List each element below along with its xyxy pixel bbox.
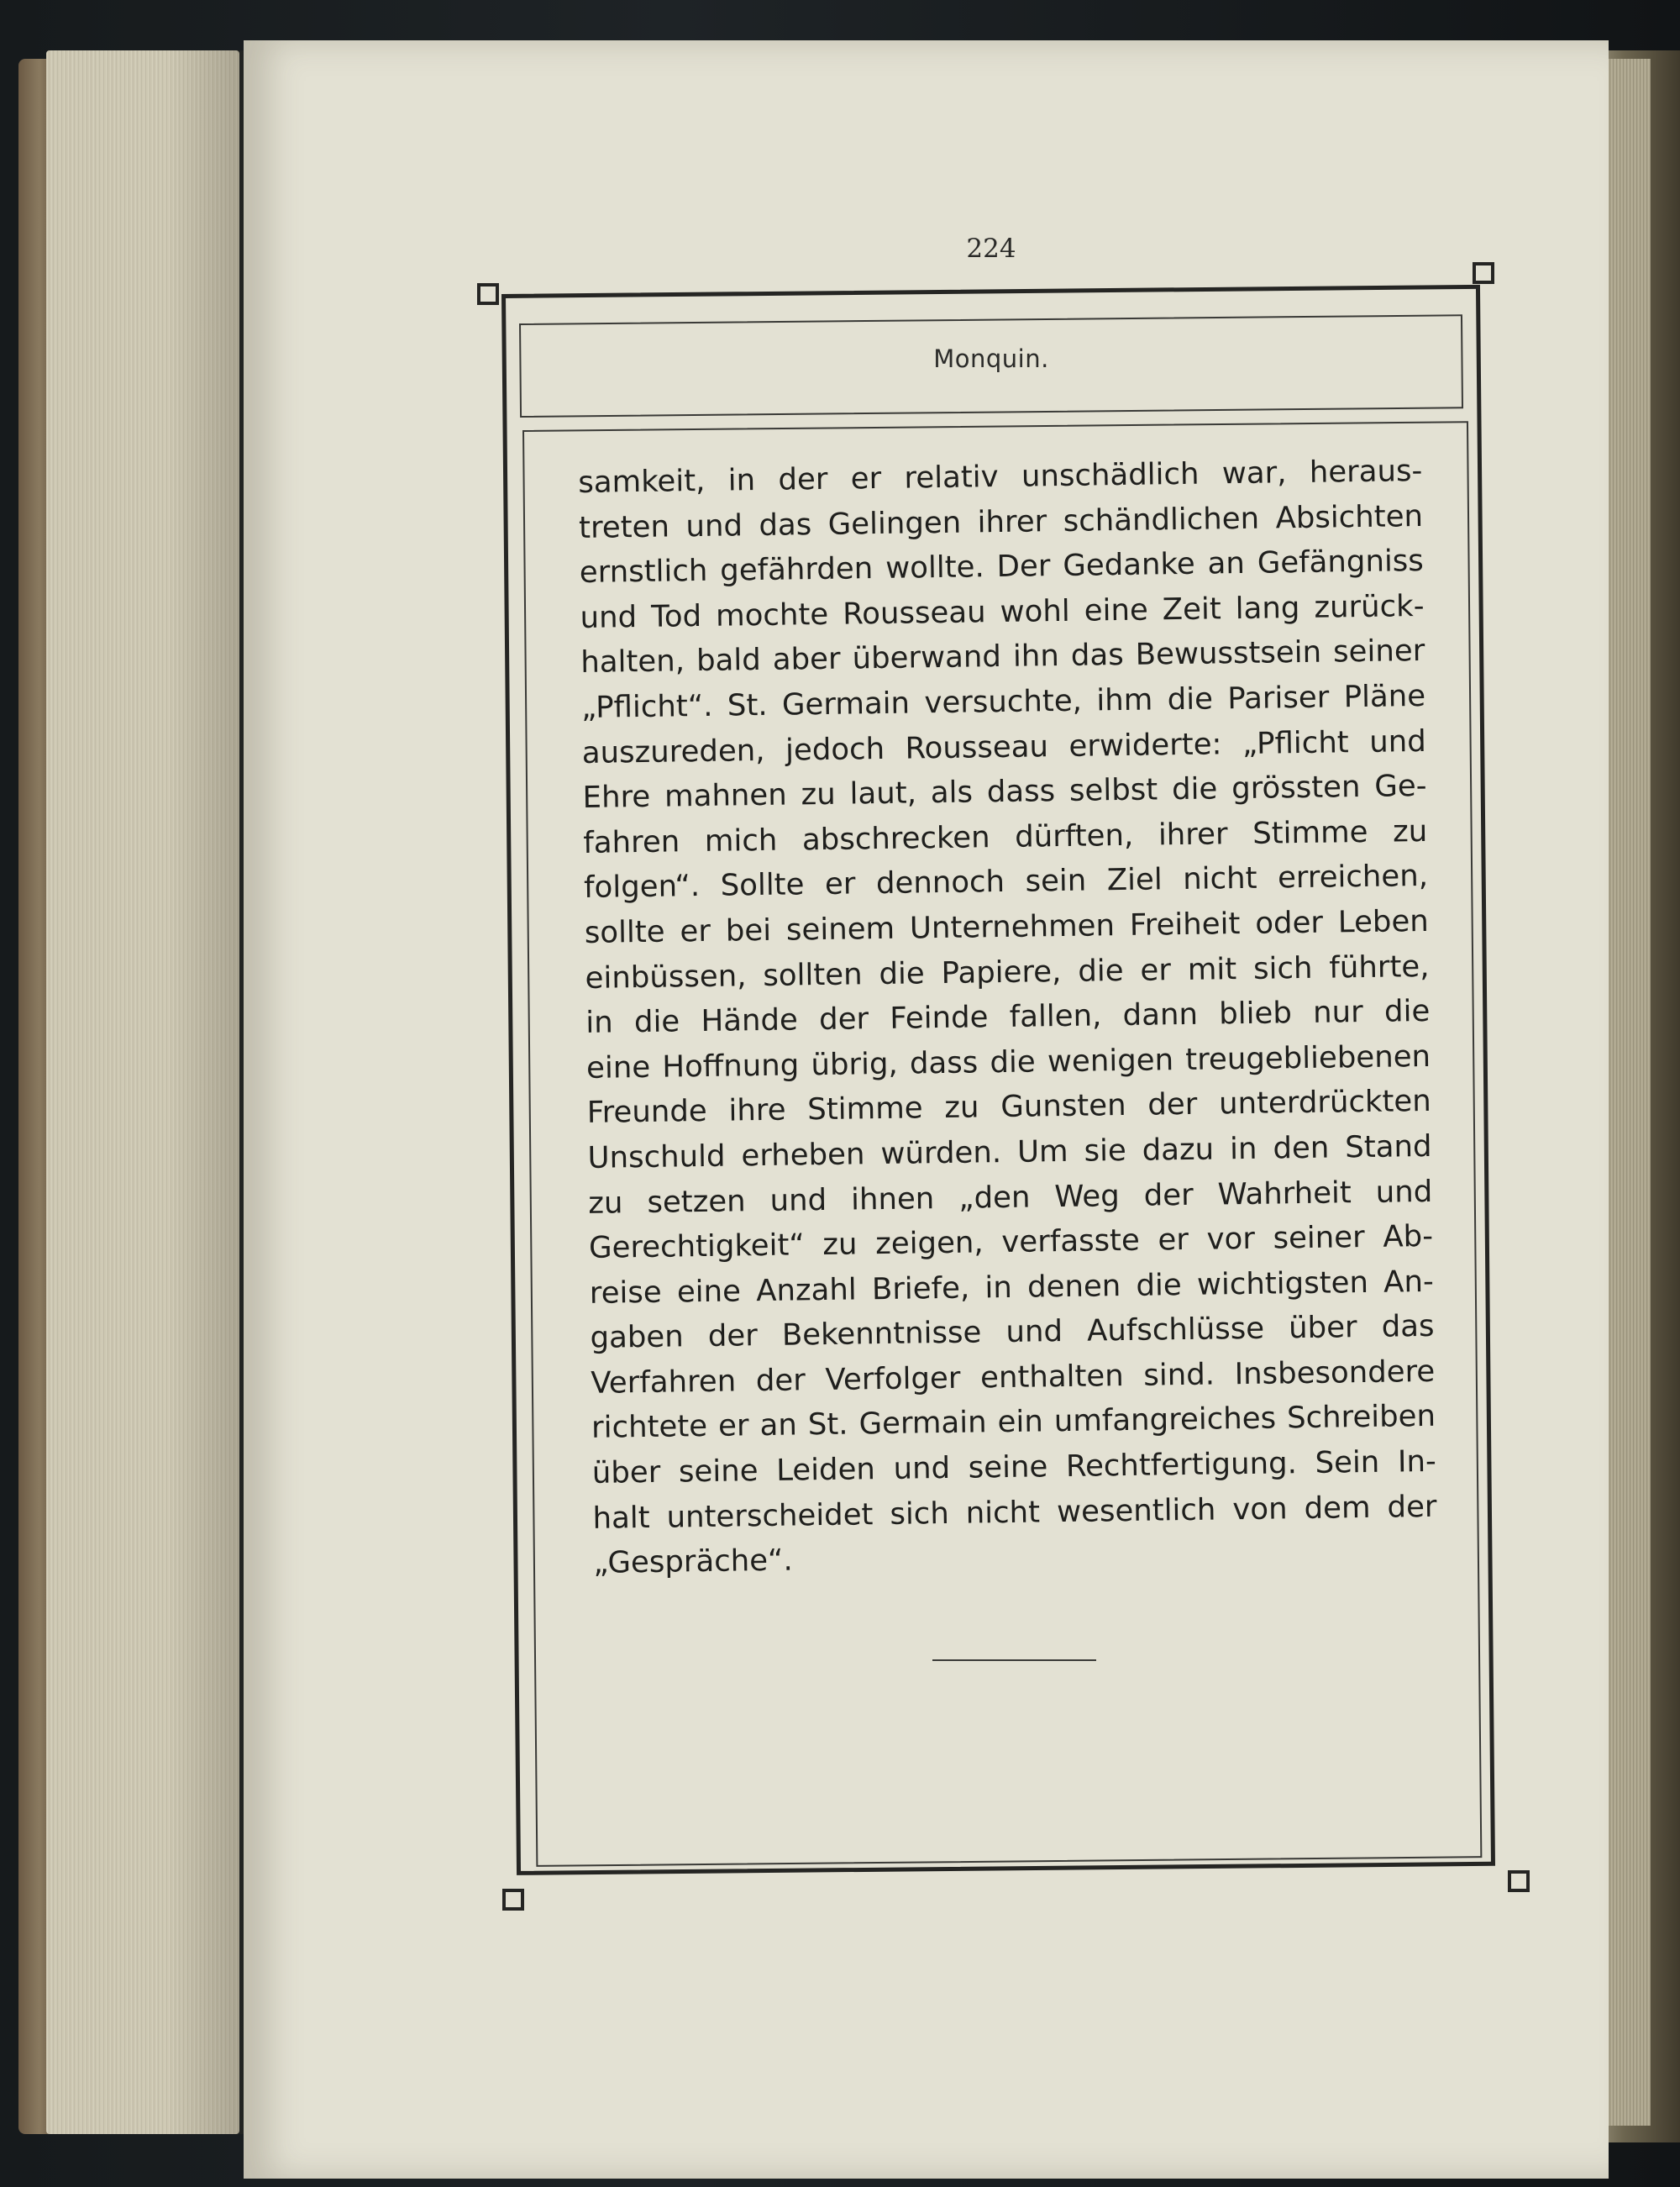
text-line: auszureden, jedoch Rousseau erwiderte: „Pflicht und xyxy=(581,723,1427,770)
text-line: über seine Leiden und seine Rechtfertigung. Sein In- xyxy=(591,1443,1437,1490)
text-line: zu setzen und ihnen „den Weg der Wahrheit und xyxy=(588,1174,1433,1221)
frame-corner-top-left xyxy=(477,283,499,305)
text-line: „Pflicht“. St. Germain versuchte, ihm die Pariser Pläne xyxy=(580,678,1426,725)
text-line: und Tod mochte Rousseau wohl eine Zeit lang zurück- xyxy=(580,588,1425,635)
text-line: folgen“. Sollte er dennoch sein Ziel nicht erreichen, xyxy=(583,859,1429,906)
text-line: eine Hoffnung übrig, dass die wenigen treugebliebenen xyxy=(585,1038,1431,1086)
text-line: fahren mich abschrecken dürften, ihrer Stimme zu xyxy=(583,813,1428,860)
text-line: in die Hände der Feinde fallen, dann blieb nur die xyxy=(585,994,1431,1041)
text-line: Freunde ihre Stimme zu Gunsten der unterdrückten xyxy=(586,1084,1432,1131)
text-line: einbüssen, sollten die Papiere, die er mit sich führte, xyxy=(585,949,1430,996)
text-line: richtete er an St. Germain ein umfangreiches Schreiben xyxy=(591,1399,1436,1446)
text-line: halt unterscheidet sich nicht wesentlich von dem der xyxy=(592,1489,1437,1536)
text-line: halten, bald aber überwand ihn das Bewusstsein seiner xyxy=(580,633,1425,681)
frame-corner-bottom-right xyxy=(1508,1870,1530,1892)
page-stack-shadow xyxy=(168,50,244,2134)
text-line: Unschuld erheben würden. Um sie dazu in den Stand xyxy=(587,1128,1432,1175)
running-head: Monquin. xyxy=(933,344,1049,373)
text-line: Gerechtigkeit“ zu zeigen, verfasste er vor seiner Ab- xyxy=(588,1218,1434,1266)
end-of-chapter-rule xyxy=(932,1659,1096,1661)
frame-corner-bottom-left xyxy=(502,1889,524,1911)
text-line: samkeit, in der er relativ unschädlich war, heraus- xyxy=(578,453,1423,500)
text-line: treten und das Gelingen ihrer schändlichen Absichten xyxy=(578,498,1424,545)
text-line: „Gespräche“. xyxy=(593,1543,793,1581)
text-line: gaben der Bekenntnisse und Aufschlüsse über das xyxy=(590,1309,1435,1356)
body-text xyxy=(578,449,1438,1586)
text-line: sollte er bei seinem Unternehmen Freiheit oder Leben xyxy=(584,903,1430,950)
text-line: reise eine Anzahl Briefe, in denen die wichtigsten An- xyxy=(589,1264,1435,1311)
text-line: Verfahren der Verfolger enthalten sind. Insbesondere xyxy=(591,1354,1436,1401)
frame-corner-top-right xyxy=(1473,262,1494,284)
page-number: 224 xyxy=(966,234,1016,264)
text-line: Ehre mahnen zu laut, als dass selbst die grössten Ge- xyxy=(582,769,1427,816)
text-line: ernstlich gefährden wollte. Der Gedanke an Gefängniss xyxy=(579,544,1425,591)
